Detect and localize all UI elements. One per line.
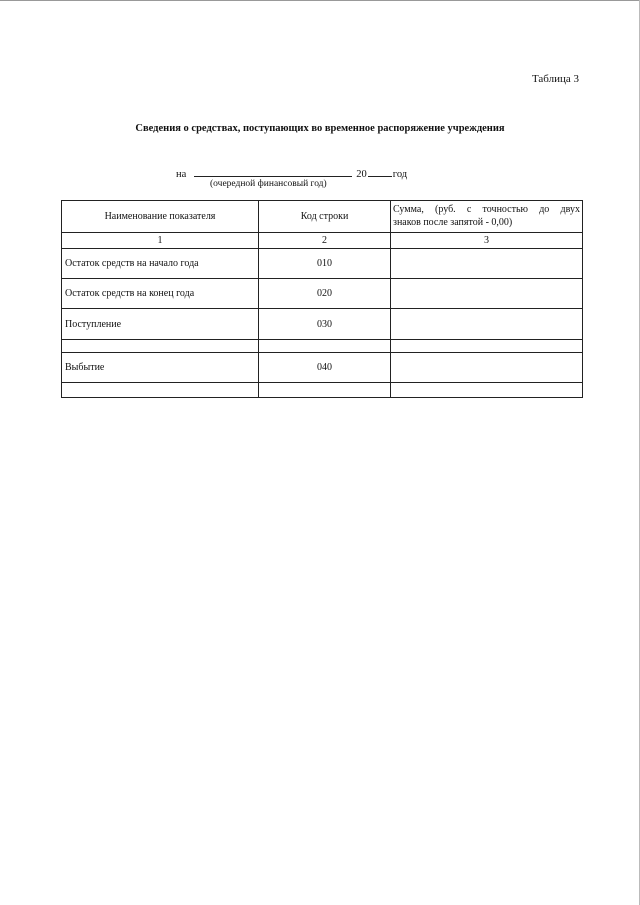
- column-header-name: Наименование показателя: [62, 201, 259, 233]
- row-sum-cell[interactable]: [391, 340, 583, 353]
- column-number-3: 3: [391, 233, 583, 249]
- year-prefix: 20: [356, 169, 367, 180]
- row-name[interactable]: [62, 383, 259, 398]
- year-suffix: год: [392, 169, 408, 180]
- table-row-blank: [62, 340, 583, 353]
- document-title: Сведения о средствах, поступающих во временное распоряжение учреждения: [135, 123, 505, 134]
- row-code: 040: [259, 353, 391, 383]
- table-row: [62, 353, 583, 383]
- date-caption: (очередной финансовый год): [210, 179, 327, 189]
- column-number-1: 1: [62, 233, 259, 249]
- row-code: 010: [259, 249, 391, 279]
- row-name: Остаток средств на конец года: [62, 279, 259, 309]
- row-name[interactable]: [62, 340, 259, 353]
- row-sum-cell[interactable]: [391, 309, 583, 340]
- table-row-blank: [62, 383, 583, 398]
- row-code[interactable]: [259, 383, 391, 398]
- page-edge-top: [0, 0, 640, 1]
- date-blank-field[interactable]: [194, 165, 352, 177]
- report-table: [61, 200, 583, 398]
- row-name: Поступление: [62, 309, 259, 340]
- row-name: Выбытие: [62, 353, 259, 383]
- date-prefix: на: [176, 169, 187, 180]
- column-header-code: Код строки: [259, 201, 391, 233]
- row-sum-cell[interactable]: [391, 353, 583, 383]
- column-number-2: 2: [259, 233, 391, 249]
- year-blank-field[interactable]: [368, 165, 392, 177]
- row-code[interactable]: [259, 340, 391, 353]
- table-row: [62, 249, 583, 279]
- row-code: 030: [259, 309, 391, 340]
- date-line: [176, 165, 407, 180]
- row-sum-cell[interactable]: [391, 279, 583, 309]
- table-number-label: Таблица 3: [531, 73, 579, 85]
- table-row: [62, 279, 583, 309]
- column-header-sum-line2: знаков после запятой - 0,00): [393, 216, 513, 228]
- row-code: 020: [259, 279, 391, 309]
- row-sum-cell[interactable]: [391, 383, 583, 398]
- table-row: [62, 309, 583, 340]
- row-sum-cell[interactable]: [391, 249, 583, 279]
- column-header-sum: [391, 201, 583, 233]
- table-header-row: [62, 201, 583, 233]
- row-name: Остаток средств на начало года: [62, 249, 259, 279]
- column-header-sum-line1: Сумма, (руб. с точностью до двух: [393, 204, 580, 215]
- column-number-row: [62, 233, 583, 249]
